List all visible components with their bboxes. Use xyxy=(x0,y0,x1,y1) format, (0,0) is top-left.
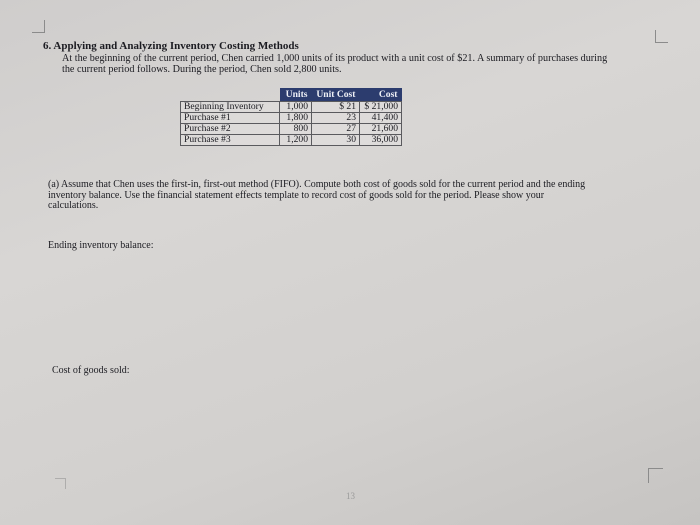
unit-cost-cell: $ 21 xyxy=(312,102,360,113)
page-number: 13 xyxy=(346,491,355,501)
cost-cell: 41,400 xyxy=(360,113,402,124)
crop-mark-bottom-right xyxy=(648,468,663,483)
cost-cell: $ 21,000 xyxy=(360,102,402,113)
units-cell: 1,800 xyxy=(280,113,312,124)
crop-mark-bottom-left xyxy=(55,478,66,489)
intro-line: the current period follows. During the period, Chen sold 2,800 units. xyxy=(62,64,342,75)
row-label: Beginning Inventory xyxy=(181,102,280,113)
unit-cost-cell: 23 xyxy=(312,113,360,124)
cost-cell: 21,600 xyxy=(360,124,402,135)
table-row xyxy=(181,135,402,146)
question-line: inventory balance. Use the financial statement effects template to record cost of goods sold for the period. Please show your xyxy=(48,189,545,201)
problem-title: 6. Applying and Analyzing Inventory Costing Methods xyxy=(43,40,299,52)
column-header-unit-cost: Unit Cost xyxy=(312,88,360,102)
table-row xyxy=(181,113,402,124)
row-label: Purchase #3 xyxy=(181,135,280,146)
crop-mark-top-left xyxy=(32,20,45,33)
purchases-table xyxy=(180,88,402,146)
cost-of-goods-sold-label: Cost of goods sold: xyxy=(52,365,130,376)
row-label: Purchase #1 xyxy=(181,113,280,124)
intro-line: At the beginning of the current period, Chen carried 1,000 units of its product with a unit cost of $21. A summary of purchases during xyxy=(62,53,608,64)
column-header-units: Units xyxy=(280,88,312,102)
column-header-blank xyxy=(181,88,280,102)
column-header-cost: Cost xyxy=(360,88,402,102)
question-a xyxy=(48,180,658,212)
problem-intro xyxy=(62,53,662,75)
unit-cost-cell: 27 xyxy=(312,124,360,135)
question-line: calculations. xyxy=(48,200,99,211)
units-cell: 800 xyxy=(280,124,312,135)
crop-mark-top-right xyxy=(655,30,668,43)
table-row xyxy=(181,124,402,135)
units-cell: 1,000 xyxy=(280,102,312,113)
table-header-row xyxy=(181,88,402,102)
table-row xyxy=(181,102,402,113)
row-label: Purchase #2 xyxy=(181,124,280,135)
units-cell: 1,200 xyxy=(280,135,312,146)
unit-cost-cell: 30 xyxy=(312,135,360,146)
ending-inventory-label: Ending inventory balance: xyxy=(48,240,154,251)
cost-cell: 36,000 xyxy=(360,135,402,146)
question-line: (a) Assume that Chen uses the first-in, first-out method (FIFO). Compute both cost of goods sold for the current period and the ending xyxy=(48,179,586,190)
